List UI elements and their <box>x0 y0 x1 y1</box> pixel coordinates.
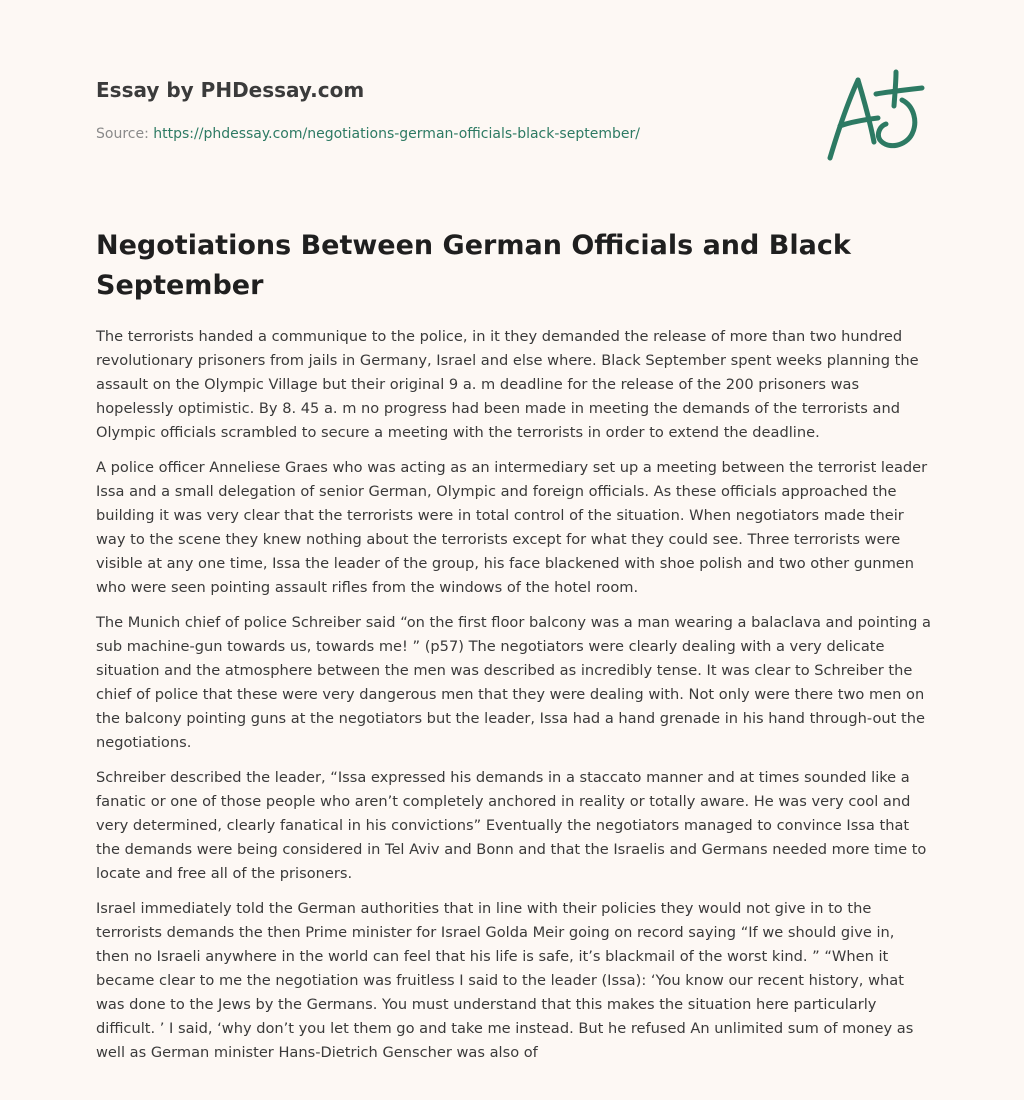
essay-body <box>96 325 931 1076</box>
essay-paragraph: The Munich chief of police Schreiber said “on the first floor balcony was a man wearing a balaclava and pointing a sub machine-gun towards us, towards me! ” (p57) The negotiators were clearly dealing with a very delicate situation and the atmosphere between the men was described as incredibly tense. It was clear to Schreiber the chief of police that these were very dangerous men that they were dealing with. Not only were there two men on the balcony pointing guns at the negotiators but the leader, Issa had a hand grenade in his hand through-out the negotiations. <box>96 614 931 751</box>
source-link[interactable]: https://phdessay.com/negotiations-german-officials-black-september/ <box>153 126 640 142</box>
essay-paragraph: A police officer Anneliese Graes who was acting as an intermediary set up a meeting between the terrorist leader Issa and a small delegation of senior German, Olympic and foreign officials. As these officials approached the building it was very clear that the terrorists were in total control of the situation. When negotiators made their way to the scene they knew nothing about the terrorists except for what they could see. Three terrorists were visible at any one time, Issa the leader of the group, his face blackened with shoe polish and two other gunmen who were seen pointing assault rifles from the windows of the hotel room. <box>96 459 928 596</box>
essay-paragraph: The terrorists handed a communique to the police, in it they demanded the release of more than two hundred revolutionary prisoners from jails in Germany, Israel and else where. Black September spent weeks planning the assault on the Olympic Village but their original 9 a. m deadline for the release of the 200 prisoners was hopelessly optimistic. By 8. 45 a. m no progress had been made in meeting the demands of the terrorists and Olympic officials scrambled to secure a meeting with the terrorists in order to extend the deadline. <box>96 328 919 441</box>
site-title: Essay by PHDessay.com <box>96 78 365 102</box>
source-label: Source: <box>96 126 149 142</box>
source-line <box>96 124 796 144</box>
essay-title: Negotiations Between German Officials and Black September <box>96 230 851 301</box>
essay-paragraph: Schreiber described the leader, “Issa expressed his demands in a staccato manner and at times sounded like a fanatic or one of those people who aren’t completely anchored in reality or totally aware. He was very cool and very determined, clearly fanatical in his convictions” Eventually the negotiators managed to convince Issa that the demands were being considered in Tel Aviv and Bonn and that the Israelis and Germans needed more time to locate and free all of the prisoners. <box>96 769 927 882</box>
essay-paragraph: Israel immediately told the German authorities that in line with their policies they would not give in to the terrorists demands the then Prime minister for Israel Golda Meir going on record saying “If we should give in, then no Israeli anywhere in the world can feel that his life is safe, it’s blackmail of the worst kind. ” “When it became clear to me the negotiation was fruitless I said to the leader (Issa): ‘You know our recent history, what was done to the Jews by the Germans. You must understand that this makes the situation here particularly difficult. ’ I said, ‘why don’t you let them go and take me instead. But he refused An unlimited sum of money as well as German minister Hans-Dietrich Genscher was also of <box>96 900 914 1061</box>
header <box>96 76 796 144</box>
a-plus-logo-icon <box>822 66 932 166</box>
